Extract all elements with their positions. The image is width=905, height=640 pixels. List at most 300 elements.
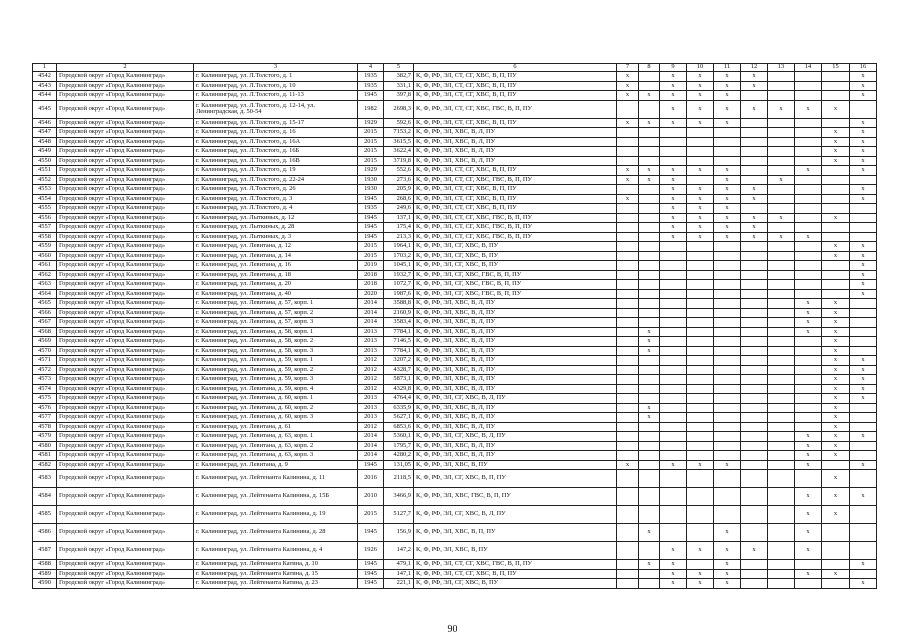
header-cell: 14: [795, 64, 822, 72]
mark-cell: x: [714, 524, 741, 542]
year-built-cell: 2014: [358, 299, 384, 309]
mark-cell: [768, 251, 795, 261]
year-built-cell: 1929: [358, 118, 384, 128]
mark-cell: x: [822, 451, 850, 461]
area-cell: 273,6: [384, 175, 414, 185]
mark-cell: [687, 441, 714, 451]
address-cell: г. Калининград, ул. Левитана, д. 12: [194, 242, 358, 252]
address-cell: г. Калининград, ул. Л.Толстого, д. 16В: [194, 156, 358, 166]
mark-cell: [768, 488, 795, 506]
mark-cell: [850, 204, 877, 214]
address-cell: г. Калининград, ул. Лейтенанта Калинина, д. 15Б: [194, 488, 358, 506]
mark-cell: x: [850, 261, 877, 271]
mark-cell: [795, 81, 822, 91]
mark-cell: [617, 270, 639, 280]
mark-cell: [714, 137, 741, 147]
mark-cell: [687, 261, 714, 271]
header-cell: 5: [384, 64, 414, 72]
mark-cell: [714, 147, 741, 157]
mark-cell: x: [714, 175, 741, 185]
mark-cell: [617, 524, 639, 542]
mark-cell: [741, 413, 768, 423]
area-cell: 137,1: [384, 213, 414, 223]
mark-cell: [822, 166, 850, 176]
area-cell: 131,05: [384, 460, 414, 470]
mark-cell: [768, 432, 795, 442]
address-cell: г. Калининград, ул. Левитана, д. 61: [194, 422, 358, 432]
mark-cell: x: [822, 147, 850, 157]
mark-cell: [660, 308, 687, 318]
year-built-cell: 1945: [358, 560, 384, 570]
mark-cell: [741, 156, 768, 166]
mark-cell: [639, 72, 660, 82]
address-cell: г. Калининград, ул. Левитана, д. 59, корп. 3: [194, 375, 358, 385]
mark-cell: x: [714, 460, 741, 470]
mark-cell: x: [822, 100, 850, 118]
address-cell: г. Калининград, ул. Лейтенанта Калинина, д. 11: [194, 470, 358, 488]
mark-cell: x: [660, 542, 687, 560]
mark-cell: x: [850, 384, 877, 394]
area-cell: 331,1: [384, 81, 414, 91]
mark-cell: x: [714, 72, 741, 82]
mark-cell: x: [795, 460, 822, 470]
header-cell: 7: [617, 64, 639, 72]
address-cell: г. Калининград, ул. Левитана, д. 58, корп. 2: [194, 337, 358, 347]
mark-cell: x: [714, 100, 741, 118]
mark-cell: [741, 403, 768, 413]
mark-cell: [639, 422, 660, 432]
mark-cell: [795, 280, 822, 290]
mark-cell: [768, 337, 795, 347]
mark-cell: x: [822, 432, 850, 442]
municipality-cell: Городской округ «Город Калининград»: [57, 81, 194, 91]
mark-cell: [795, 91, 822, 101]
year-built-cell: 2014: [358, 432, 384, 442]
mark-cell: [714, 403, 741, 413]
work-types-cell: К, Ф, РФ, ЭЛ, СГ, ХВС, В, Л, ПУ: [414, 432, 617, 442]
mark-cell: [768, 289, 795, 299]
mark-cell: [617, 432, 639, 442]
header-cell: 1: [33, 64, 57, 72]
mark-cell: [768, 346, 795, 356]
table-row: [33, 280, 877, 290]
address-cell: г. Калининград, ул. Левитана, д. 59, корп. 2: [194, 365, 358, 375]
mark-cell: [822, 261, 850, 271]
mark-cell: [768, 156, 795, 166]
municipality-cell: Городской округ «Город Калининград»: [57, 213, 194, 223]
year-built-cell: 2012: [358, 356, 384, 366]
municipality-cell: Городской округ «Город Калининград»: [57, 261, 194, 271]
mark-cell: [741, 166, 768, 176]
year-built-cell: 2013: [358, 327, 384, 337]
mark-cell: x: [687, 81, 714, 91]
mark-cell: [639, 384, 660, 394]
address-cell: г. Калининград, ул. Левитана, д. 14: [194, 251, 358, 261]
area-cell: 382,7: [384, 72, 414, 82]
mark-cell: [617, 185, 639, 195]
mark-cell: [768, 394, 795, 404]
table-row: [33, 270, 877, 280]
year-built-cell: 1945: [358, 223, 384, 233]
address-cell: г. Калининград, ул. Левитана, д. 57, корп. 1: [194, 299, 358, 309]
mark-cell: [795, 118, 822, 128]
mark-cell: x: [822, 299, 850, 309]
header-cell: 2: [57, 64, 194, 72]
mark-cell: x: [687, 213, 714, 223]
mark-cell: [741, 242, 768, 252]
mark-cell: [741, 251, 768, 261]
table-row: [33, 569, 877, 579]
work-types-cell: К, Ф, РФ, ЭЛ, ХВС, В, Л, ПУ: [414, 413, 617, 423]
year-built-cell: 2014: [358, 451, 384, 461]
area-cell: 5127,7: [384, 506, 414, 524]
area-cell: 7784,1: [384, 327, 414, 337]
mark-cell: [639, 261, 660, 271]
mark-cell: [714, 280, 741, 290]
mark-cell: [741, 422, 768, 432]
mark-cell: [714, 289, 741, 299]
table-row: [33, 261, 877, 271]
area-cell: 397,8: [384, 91, 414, 101]
year-built-cell: 1945: [358, 232, 384, 242]
municipality-cell: Городской округ «Город Калининград»: [57, 327, 194, 337]
mark-cell: [687, 346, 714, 356]
address-cell: г. Калининград, ул. Левитана, д. 63, корп. 1: [194, 432, 358, 442]
mark-cell: [768, 579, 795, 589]
municipality-cell: Городской округ «Город Калининград»: [57, 147, 194, 157]
municipality-cell: Городской округ «Город Калининград»: [57, 223, 194, 233]
mark-cell: [617, 569, 639, 579]
mark-cell: x: [795, 441, 822, 451]
address-cell: г. Калининград, ул. Л.Толстого, д. 10: [194, 81, 358, 91]
mark-cell: x: [639, 524, 660, 542]
mark-cell: [741, 524, 768, 542]
register-table: [32, 63, 877, 589]
row-number-cell: 4565: [33, 299, 57, 309]
mark-cell: [639, 100, 660, 118]
mark-cell: [687, 470, 714, 488]
page-number: 90: [447, 624, 458, 635]
row-number-cell: 4543: [33, 81, 57, 91]
mark-cell: [768, 299, 795, 309]
mark-cell: [768, 204, 795, 214]
mark-cell: [660, 375, 687, 385]
mark-cell: x: [795, 506, 822, 524]
mark-cell: [617, 441, 639, 451]
table-row: [33, 251, 877, 261]
mark-cell: [795, 137, 822, 147]
work-types-cell: К, Ф, РФ, ЭЛ, ХВС, В, Л, ПУ: [414, 156, 617, 166]
mark-cell: [850, 542, 877, 560]
mark-cell: x: [660, 569, 687, 579]
header-cell: 8: [639, 64, 660, 72]
year-built-cell: 2014: [358, 308, 384, 318]
municipality-cell: Городской округ «Город Калининград»: [57, 299, 194, 309]
row-number-cell: 4555: [33, 204, 57, 214]
mark-cell: x: [768, 100, 795, 118]
mark-cell: [795, 365, 822, 375]
mark-cell: [795, 375, 822, 385]
mark-cell: [714, 346, 741, 356]
mark-cell: x: [660, 72, 687, 82]
mark-cell: [795, 422, 822, 432]
mark-cell: [617, 204, 639, 214]
mark-cell: [639, 488, 660, 506]
mark-cell: [687, 327, 714, 337]
mark-cell: [639, 194, 660, 204]
mark-cell: [768, 118, 795, 128]
mark-cell: [795, 251, 822, 261]
mark-cell: x: [768, 232, 795, 242]
mark-cell: x: [822, 251, 850, 261]
table-row: [33, 579, 877, 589]
mark-cell: [687, 137, 714, 147]
mark-cell: x: [795, 166, 822, 176]
mark-cell: [741, 137, 768, 147]
area-cell: 5360,1: [384, 432, 414, 442]
mark-cell: x: [687, 223, 714, 233]
mark-cell: [617, 470, 639, 488]
area-cell: 3207,2: [384, 356, 414, 366]
area-cell: 2160,9: [384, 308, 414, 318]
mark-cell: x: [795, 542, 822, 560]
municipality-cell: Городской округ «Город Калининград»: [57, 308, 194, 318]
area-cell: 4764,4: [384, 394, 414, 404]
municipality-cell: Городской округ «Город Калининград»: [57, 356, 194, 366]
address-cell: г. Калининград, ул. Левитана, д. 60, корп. 1: [194, 394, 358, 404]
municipality-cell: Городской округ «Город Калининград»: [57, 72, 194, 82]
mark-cell: x: [822, 506, 850, 524]
year-built-cell: 2012: [358, 365, 384, 375]
year-built-cell: 2016: [358, 470, 384, 488]
work-types-cell: К, Ф, РФ, ЭЛ, ХВС, В, П, ПУ: [414, 524, 617, 542]
mark-cell: [660, 470, 687, 488]
mark-cell: [795, 384, 822, 394]
mark-cell: [639, 280, 660, 290]
municipality-cell: Городской округ «Город Калининград»: [57, 100, 194, 118]
row-number-cell: 4586: [33, 524, 57, 542]
mark-cell: [617, 232, 639, 242]
mark-cell: [714, 506, 741, 524]
work-types-cell: К, Ф, РФ, ЭЛ, СТ, СГ, ХВС, В, П, ПУ: [414, 194, 617, 204]
work-types-cell: К, Ф, РФ, ЭЛ, СТ, СГ, ХВС, В, П, ПУ: [414, 569, 617, 579]
mark-cell: [850, 299, 877, 309]
header-cell: 6: [414, 64, 617, 72]
mark-cell: [850, 223, 877, 233]
mark-cell: x: [687, 166, 714, 176]
mark-cell: [768, 413, 795, 423]
mark-cell: x: [850, 270, 877, 280]
table-row: [33, 356, 877, 366]
mark-cell: x: [741, 185, 768, 195]
year-built-cell: 2018: [358, 280, 384, 290]
municipality-cell: Городской округ «Город Калининград»: [57, 365, 194, 375]
mark-cell: [850, 441, 877, 451]
row-number-cell: 4587: [33, 542, 57, 560]
table-row: [33, 384, 877, 394]
table-row: [33, 488, 877, 506]
year-built-cell: 2015: [358, 156, 384, 166]
municipality-cell: Городской округ «Город Калининград»: [57, 346, 194, 356]
mark-cell: [639, 147, 660, 157]
work-types-cell: К, Ф, РФ, ЭЛ, СГ, ХВС, ГВС, В, П, ПУ: [414, 280, 617, 290]
mark-cell: [660, 147, 687, 157]
mark-cell: x: [687, 91, 714, 101]
mark-cell: [617, 506, 639, 524]
mark-cell: x: [687, 100, 714, 118]
mark-cell: [687, 289, 714, 299]
mark-cell: [822, 91, 850, 101]
mark-cell: [850, 470, 877, 488]
address-cell: г. Калининград, ул. Лыткиных, д. 12: [194, 213, 358, 223]
mark-cell: [768, 403, 795, 413]
table-header: [33, 64, 877, 72]
mark-cell: [687, 524, 714, 542]
year-built-cell: 2014: [358, 318, 384, 328]
mark-cell: [741, 560, 768, 570]
mark-cell: [639, 460, 660, 470]
year-built-cell: 2015: [358, 506, 384, 524]
mark-cell: x: [687, 460, 714, 470]
year-built-cell: 2015: [358, 128, 384, 138]
work-types-cell: К, Ф, РФ, ЭЛ, СГ, ХВС, В, ПУ: [414, 251, 617, 261]
mark-cell: [741, 375, 768, 385]
mark-cell: [617, 394, 639, 404]
address-cell: г. Калининград, ул. Левитана, д. 60, корп. 2: [194, 403, 358, 413]
area-cell: 5873,1: [384, 375, 414, 385]
mark-cell: [741, 289, 768, 299]
mark-cell: [741, 128, 768, 138]
mark-cell: [714, 251, 741, 261]
mark-cell: [660, 365, 687, 375]
year-built-cell: 1930: [358, 185, 384, 195]
mark-cell: [822, 579, 850, 589]
mark-cell: [795, 337, 822, 347]
row-number-cell: 4551: [33, 166, 57, 176]
mark-cell: [822, 270, 850, 280]
mark-cell: [741, 270, 768, 280]
area-cell: 3588,8: [384, 299, 414, 309]
mark-cell: x: [822, 327, 850, 337]
year-built-cell: 2020: [358, 289, 384, 299]
municipality-cell: Городской округ «Город Калининград»: [57, 384, 194, 394]
mark-cell: [822, 72, 850, 82]
table-row: [33, 542, 877, 560]
mark-cell: x: [768, 213, 795, 223]
work-types-cell: К, Ф, РФ, ЭЛ, СГ, ХВС, В, ПУ: [414, 261, 617, 271]
mark-cell: [639, 299, 660, 309]
row-number-cell: 4563: [33, 280, 57, 290]
table-row: [33, 506, 877, 524]
municipality-cell: Городской округ «Город Калининград»: [57, 242, 194, 252]
mark-cell: [660, 242, 687, 252]
mark-cell: x: [687, 232, 714, 242]
mark-cell: [617, 261, 639, 271]
mark-cell: [687, 156, 714, 166]
mark-cell: [617, 413, 639, 423]
work-types-cell: К, Ф, РФ, ЭЛ, СГ, ХВС, В, П, ПУ: [414, 470, 617, 488]
table-row: [33, 337, 877, 347]
municipality-cell: Городской округ «Город Калининград»: [57, 232, 194, 242]
mark-cell: [687, 356, 714, 366]
mark-cell: [639, 451, 660, 461]
mark-cell: [660, 346, 687, 356]
address-cell: г. Калининград, ул. Лыткиных, д. 28: [194, 223, 358, 233]
mark-cell: [822, 223, 850, 233]
mark-cell: [687, 337, 714, 347]
area-cell: 552,6: [384, 166, 414, 176]
mark-cell: [660, 488, 687, 506]
municipality-cell: Городской округ «Город Калининград»: [57, 166, 194, 176]
mark-cell: x: [617, 118, 639, 128]
mark-cell: x: [850, 289, 877, 299]
mark-cell: x: [617, 460, 639, 470]
mark-cell: [660, 289, 687, 299]
address-cell: г. Калининград, ул. Левитана, д. 58, корп. 3: [194, 346, 358, 356]
area-cell: 1987,6: [384, 289, 414, 299]
table-row: [33, 156, 877, 166]
work-types-cell: К, Ф, РФ, ЭЛ, ХВС, В, Л, ПУ: [414, 441, 617, 451]
mark-cell: [660, 394, 687, 404]
address-cell: г. Калининград, ул. Лейтенанта Катина, д. 15: [194, 569, 358, 579]
mark-cell: [660, 156, 687, 166]
mark-cell: [660, 506, 687, 524]
area-cell: 1795,7: [384, 441, 414, 451]
municipality-cell: Городской округ «Город Калининград»: [57, 175, 194, 185]
mark-cell: [768, 451, 795, 461]
mark-cell: x: [822, 413, 850, 423]
mark-cell: [714, 337, 741, 347]
mark-cell: x: [795, 488, 822, 506]
mark-cell: x: [822, 242, 850, 252]
work-types-cell: К, Ф, РФ, ЭЛ, СГ, ХВС, В, ПУ: [414, 242, 617, 252]
mark-cell: [714, 299, 741, 309]
mark-cell: [714, 375, 741, 385]
year-built-cell: 2012: [358, 375, 384, 385]
mark-cell: [660, 318, 687, 328]
address-cell: г. Калининград, ул. Л.Толстого, д. 22-24: [194, 175, 358, 185]
mark-cell: [795, 175, 822, 185]
work-types-cell: К, Ф, РФ, ЭЛ, СТ, СГ, ХВС, В, П, ПУ: [414, 118, 617, 128]
work-types-cell: К, Ф, РФ, ЭЛ, СГ, ХВС, В, Л, ПУ: [414, 506, 617, 524]
work-types-cell: К, Ф, РФ, ЭЛ, СТ, СГ, ХВС, В, П, ПУ: [414, 72, 617, 82]
row-number-cell: 4570: [33, 346, 57, 356]
row-number-cell: 4588: [33, 560, 57, 570]
mark-cell: x: [660, 560, 687, 570]
municipality-cell: Городской округ «Город Калининград»: [57, 289, 194, 299]
row-number-cell: 4554: [33, 194, 57, 204]
mark-cell: x: [714, 232, 741, 242]
mark-cell: [687, 413, 714, 423]
mark-cell: [617, 213, 639, 223]
municipality-cell: Городской округ «Город Калининград»: [57, 506, 194, 524]
mark-cell: [687, 251, 714, 261]
mark-cell: x: [795, 100, 822, 118]
table-row: [33, 147, 877, 157]
mark-cell: x: [687, 569, 714, 579]
address-cell: г. Калининград, ул. Л.Толстого, д. 12-14, ул. Ленинградская, д. 50-54: [194, 100, 358, 118]
area-cell: 2698,3: [384, 100, 414, 118]
work-types-cell: К, Ф, РФ, ЭЛ, ХВС, В, Л, ПУ: [414, 375, 617, 385]
mark-cell: [822, 280, 850, 290]
area-cell: 156,9: [384, 524, 414, 542]
mark-cell: x: [741, 232, 768, 242]
work-types-cell: К, Ф, РФ, ЭЛ, ХВС, В, Л, ПУ: [414, 356, 617, 366]
work-types-cell: К, Ф, РФ, ЭЛ, ХВС, В, Л, ПУ: [414, 403, 617, 413]
table-row: [33, 413, 877, 423]
year-built-cell: 2013: [358, 346, 384, 356]
area-cell: 6853,6: [384, 422, 414, 432]
